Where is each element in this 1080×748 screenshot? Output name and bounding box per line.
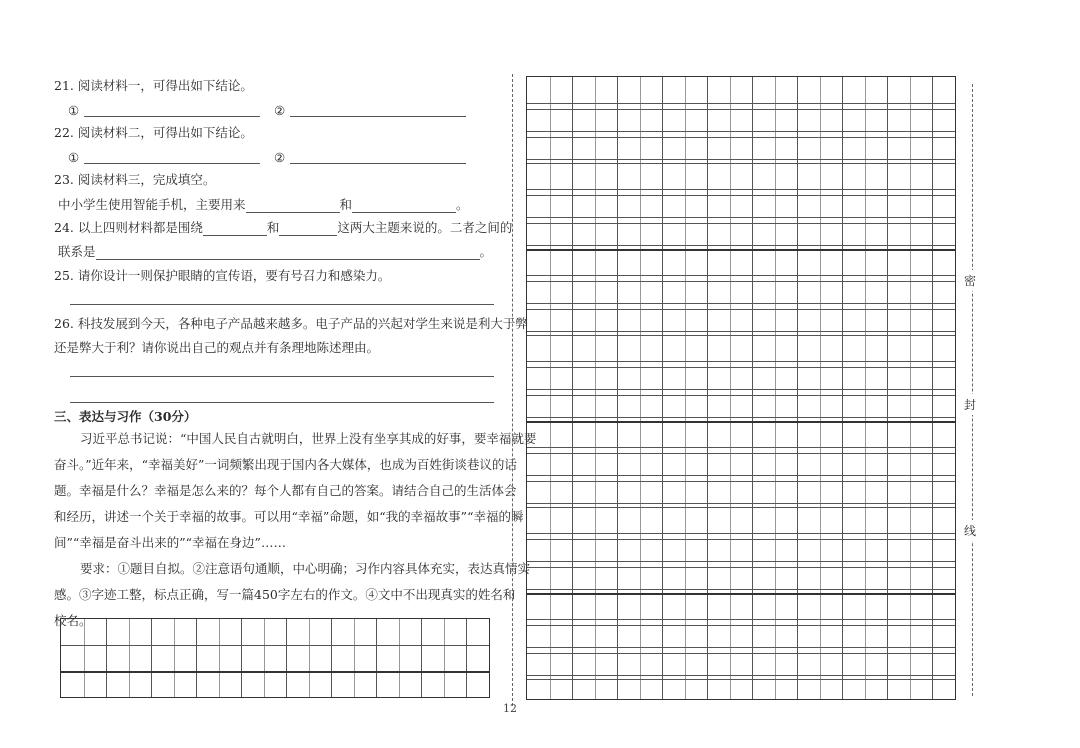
grid-column-line	[129, 619, 130, 697]
grid-row-line	[61, 671, 489, 673]
grid-row-line	[527, 675, 955, 676]
grid-column-line	[309, 619, 310, 697]
grid-row-line	[527, 679, 955, 680]
grid-row-line	[527, 223, 955, 224]
grid-column-line	[797, 77, 798, 699]
grid-column-line	[775, 77, 776, 699]
requirements-line-2: 感。③字迹工整，标点正确，写一篇450字左右的作文。④文中不出现真实的姓名和	[54, 587, 516, 602]
grid-column-line	[752, 77, 753, 699]
grid-column-line	[910, 77, 911, 699]
q23-lead: 中小学生使用智能手机，主要用来	[58, 197, 246, 212]
grid-row-line	[527, 653, 955, 654]
q24-and: 和	[266, 220, 280, 235]
grid-column-line	[707, 77, 708, 699]
q23-prompt: 23. 阅读材料三，完成填空。	[54, 172, 216, 187]
essay-prompt-line-3: 题。幸福是什么？幸福是怎么来的？每个人都有自己的答案。请结合自己的生活体会	[54, 483, 517, 498]
q22-blank-1[interactable]	[84, 163, 260, 164]
q24-line-1	[54, 220, 512, 236]
essay-prompt-line-5: 间”“幸福是奋斗出来的”“幸福在身边”……	[54, 535, 286, 550]
essay-grid-left[interactable]	[60, 618, 490, 698]
grid-row-line	[527, 137, 955, 138]
grid-column-line	[640, 77, 641, 699]
q24-end: 。	[479, 244, 493, 259]
grid-row-line	[527, 567, 955, 568]
grid-column-line	[106, 619, 107, 697]
grid-row-line	[527, 453, 955, 454]
essay-prompt-line-2: 奋斗。”近年来，“幸福美好”一词频繁出现于国内各大媒体，也成为百姓街谈巷议的话	[54, 457, 517, 472]
section3-title: 三、表达与习作（30分）	[54, 409, 197, 424]
grid-column-line	[550, 77, 551, 699]
grid-row-line	[527, 447, 955, 448]
q21-blank-1[interactable]	[84, 116, 260, 117]
grid-column-line	[264, 619, 265, 697]
grid-column-line	[595, 77, 596, 699]
grid-column-line	[865, 77, 866, 699]
grid-column-line	[331, 619, 332, 697]
seal-mark-xian: 线	[964, 520, 976, 541]
grid-row-line	[527, 131, 955, 132]
q24-blank-2[interactable]	[279, 235, 337, 236]
grid-column-line	[466, 619, 467, 697]
grid-column-line	[820, 77, 821, 699]
grid-row-line	[527, 195, 955, 196]
q22-mark-2: ②	[274, 150, 286, 165]
grid-row-line	[527, 309, 955, 310]
q23-end: 。	[456, 197, 469, 212]
requirements-line-3: 校名。	[54, 613, 92, 628]
q24-line-2	[58, 244, 492, 260]
grid-column-line	[662, 77, 663, 699]
grid-row-line	[527, 217, 955, 218]
essay-prompt-line-1: 习近平总书记说：“中国人民自古就明白，世界上没有坐享其成的好事，要幸福就要	[80, 431, 537, 446]
page-number: 12	[503, 702, 517, 715]
seal-mark-mi: 密	[964, 270, 976, 291]
grid-column-line	[174, 619, 175, 697]
grid-row-line	[527, 103, 955, 104]
grid-row-line	[527, 619, 955, 620]
q22-blank-2[interactable]	[290, 163, 466, 164]
grid-column-line	[219, 619, 220, 697]
grid-column-line	[354, 619, 355, 697]
sealing-dashed-line	[972, 84, 973, 696]
grid-row-line	[527, 303, 955, 304]
q21-prompt: 21. 阅读材料一，可得出如下结论。	[54, 78, 253, 93]
grid-row-line	[527, 189, 955, 190]
q24-lead: 24. 以上四则材料都是围绕	[54, 220, 203, 235]
grid-row-line	[527, 539, 955, 540]
grid-row-line	[527, 331, 955, 332]
q24-mid: 这两大主题来说的。二者之间的	[337, 220, 513, 235]
grid-row-line	[527, 163, 955, 164]
q26-answer-line-2[interactable]	[70, 402, 494, 403]
grid-row-line	[527, 421, 955, 423]
q24-blank-3[interactable]	[96, 259, 480, 260]
grid-column-line	[444, 619, 445, 697]
grid-row-line	[527, 335, 955, 336]
q21-blank-2[interactable]	[290, 116, 466, 117]
essay-grid-right[interactable]	[526, 76, 956, 700]
essay-prompt-line-4: 和经历，讲述一个关于幸福的故事。可以用“幸福”命题，如“我的幸福故事”“幸福的瞬	[54, 509, 524, 524]
grid-column-line	[151, 619, 152, 697]
q26-line-1: 26. 科技发展到今天，各种电子产品越来越多。电子产品的兴起对学生来说是利大于弊	[54, 316, 528, 331]
q25-prompt: 25. 请你设计一则保护眼睛的宣传语，要有号召力和感染力。	[54, 268, 391, 283]
grid-row-line	[527, 417, 955, 418]
grid-column-line	[376, 619, 377, 697]
grid-column-line	[685, 77, 686, 699]
grid-row-line	[527, 109, 955, 110]
q23-and: 和	[339, 197, 353, 212]
q25-answer-line[interactable]	[70, 304, 494, 305]
grid-row-line	[527, 561, 955, 562]
q23-line	[58, 197, 469, 213]
grid-column-line	[572, 77, 573, 699]
q22-prompt: 22. 阅读材料二，可得出如下结论。	[54, 125, 253, 140]
grid-row-line	[527, 533, 955, 534]
grid-column-line	[196, 619, 197, 697]
grid-row-line	[527, 249, 955, 251]
grid-row-line	[527, 647, 955, 648]
grid-column-line	[617, 77, 618, 699]
grid-row-line	[527, 589, 955, 590]
grid-row-line	[527, 159, 955, 160]
grid-column-line	[421, 619, 422, 697]
grid-row-line	[527, 361, 955, 362]
grid-row-line	[527, 245, 955, 246]
grid-row-line	[527, 593, 955, 595]
grid-row-line	[61, 645, 489, 646]
q24-relation: 联系是	[58, 244, 96, 259]
grid-row-line	[527, 503, 955, 504]
grid-column-line	[241, 619, 242, 697]
q21-mark-2: ②	[274, 103, 286, 118]
grid-column-line	[399, 619, 400, 697]
center-fold-line	[512, 74, 513, 706]
grid-row-line	[527, 481, 955, 482]
grid-row-line	[527, 389, 955, 390]
grid-row-line	[527, 395, 955, 396]
grid-row-line	[527, 625, 955, 626]
q24-blank-1[interactable]	[203, 235, 267, 236]
q22-mark-1: ①	[68, 150, 80, 165]
requirements-line-1: 要求：①题目自拟。②注意语句通顺，中心明确；习作内容具体充实，表达真情实	[80, 561, 531, 576]
grid-row-line	[527, 275, 955, 276]
grid-row-line	[527, 281, 955, 282]
grid-column-line	[286, 619, 287, 697]
grid-column-line	[932, 77, 933, 699]
grid-column-line	[730, 77, 731, 699]
grid-column-line	[842, 77, 843, 699]
q26-answer-line-1[interactable]	[70, 376, 494, 377]
q23-blank-2[interactable]	[352, 212, 456, 213]
seal-mark-feng: 封	[964, 394, 976, 415]
q21-mark-1: ①	[68, 103, 80, 118]
grid-column-line	[84, 619, 85, 697]
grid-row-line	[527, 507, 955, 508]
grid-column-line	[887, 77, 888, 699]
q23-blank-1[interactable]	[246, 212, 340, 213]
grid-row-line	[527, 367, 955, 368]
q26-line-2: 还是弊大于利？请你说出自己的观点并有条理地陈述理由。	[54, 340, 380, 355]
grid-row-line	[527, 475, 955, 476]
